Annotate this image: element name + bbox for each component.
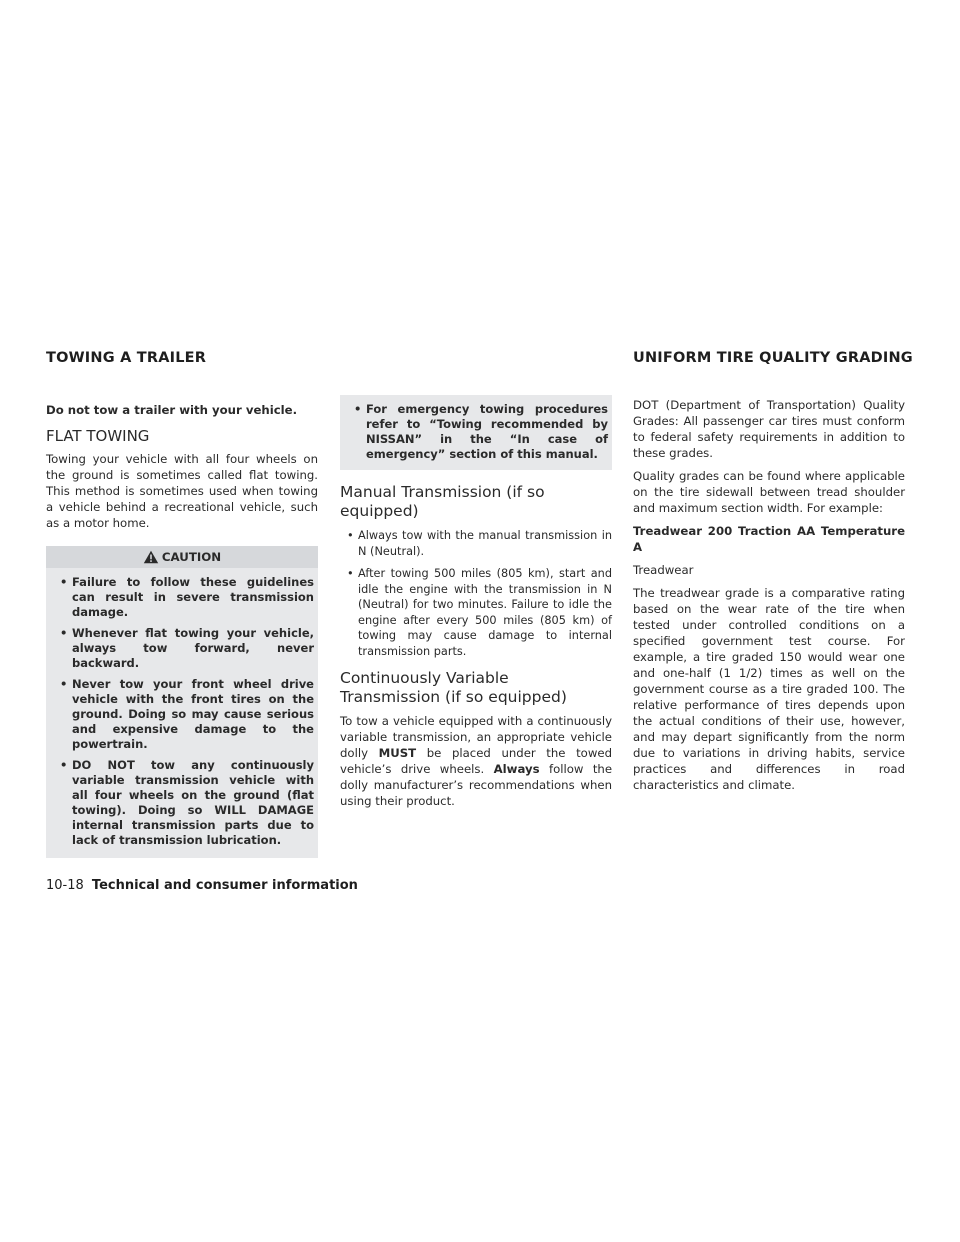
flat-towing-text: Towing your vehicle with all four wheels on the ground is sometimes called flat towing. This method is sometimes used when towing a vehicle behind a recreational vehicle, such as a motor home.: [46, 452, 318, 530]
cvt-text: [340, 713, 612, 809]
column-1: [46, 402, 318, 858]
warning-triangle-icon: [143, 550, 159, 564]
cvt-must: MUST: [378, 746, 417, 760]
cvt-always: Always: [493, 762, 540, 776]
column-3: [633, 397, 905, 793]
column-2: [340, 395, 612, 809]
caution-item: • DO NOT tow any continuously variable transmission vehicle with all four wheels on the ground (flat towing). Doing so WILL DAMAGE internal transmission parts due to lack of transmission lubrication.: [58, 758, 314, 848]
section-title-towing: TOWING A TRAILER: [46, 350, 207, 366]
manual-transmission-heading: Manual Transmission (if so equipped): [340, 483, 545, 520]
cvt-text-part: To tow a vehicle equipped with a continuously variable transmission, an appropriate vehicle dolly: [340, 714, 612, 760]
treadwear-label: Treadwear: [633, 563, 694, 577]
cvt-text-part: follow the dolly manufacturer’s recommendations when using their product.: [340, 762, 613, 808]
section-title-tire-grading: UNIFORM TIRE QUALITY GRADING: [633, 350, 913, 366]
caution-label: CAUTION: [161, 550, 222, 564]
caution-item: • For emergency towing procedures refer to “Towing recommended by NISSAN” in the “In case of emergency” section of this manual.: [352, 402, 608, 462]
caution-item: • Never tow your front wheel drive vehicle with the front tires on the ground. Doing so may cause serious and expensive damage to the powertrain.: [58, 677, 314, 752]
quality-grades-text: Quality grades can be found where applicable on the tire sidewall between tread shoulder and maximum section width. For example:: [633, 469, 905, 515]
caution-item: • Failure to follow these guidelines can result in severe transmission damage.: [58, 575, 314, 620]
chapter-title: Technical and consumer information: [91, 878, 358, 893]
caution-box: [46, 568, 318, 858]
treadwear-text: The treadwear grade is a comparative rating based on the wear rate of the tire when tested under controlled conditions on a specified government test course. For example, a tire graded 150 would wear one and one-half (1 1/2) times as well on the government course as a tire graded 100. The relative performance of tires depends upon the actual conditions of their use, however, and may depart significantly from the norm due to variations in driving habits, service practices and differences in road characteristics and climate.: [633, 586, 905, 792]
page-number: 10-18: [46, 878, 84, 893]
page-footer: [46, 878, 358, 893]
cvt-text-part: be placed under the towed vehicle’s drive wheels.: [340, 746, 612, 776]
cvt-heading: Continuously Variable Transmission (if so equipped): [340, 669, 567, 706]
manual-transmission-list: [340, 528, 612, 659]
caution-box-continued: [340, 395, 612, 470]
list-item: • Always tow with the manual transmission in N (Neutral).: [340, 528, 612, 559]
intro-warning: Do not tow a trailer with your vehicle.: [46, 403, 298, 417]
caution-header: [46, 546, 318, 568]
caution-item: • Whenever flat towing your vehicle, always tow forward, never backward.: [58, 626, 314, 671]
list-item: • After towing 500 miles (805 km), start and idle the engine with the transmission in N (Neutral) for two minutes. Failure to idle the engine after every 500 miles (805 km) of towing may cause damage to internal transmission parts.: [340, 566, 612, 659]
grade-example: Treadwear 200 Traction AA Temperature A: [633, 524, 905, 554]
flat-towing-heading: FLAT TOWING: [46, 427, 150, 445]
dot-grades-text: DOT (Department of Transportation) Quality Grades: All passenger car tires must conform to federal safety requirements in addition to these grades.: [633, 398, 905, 460]
